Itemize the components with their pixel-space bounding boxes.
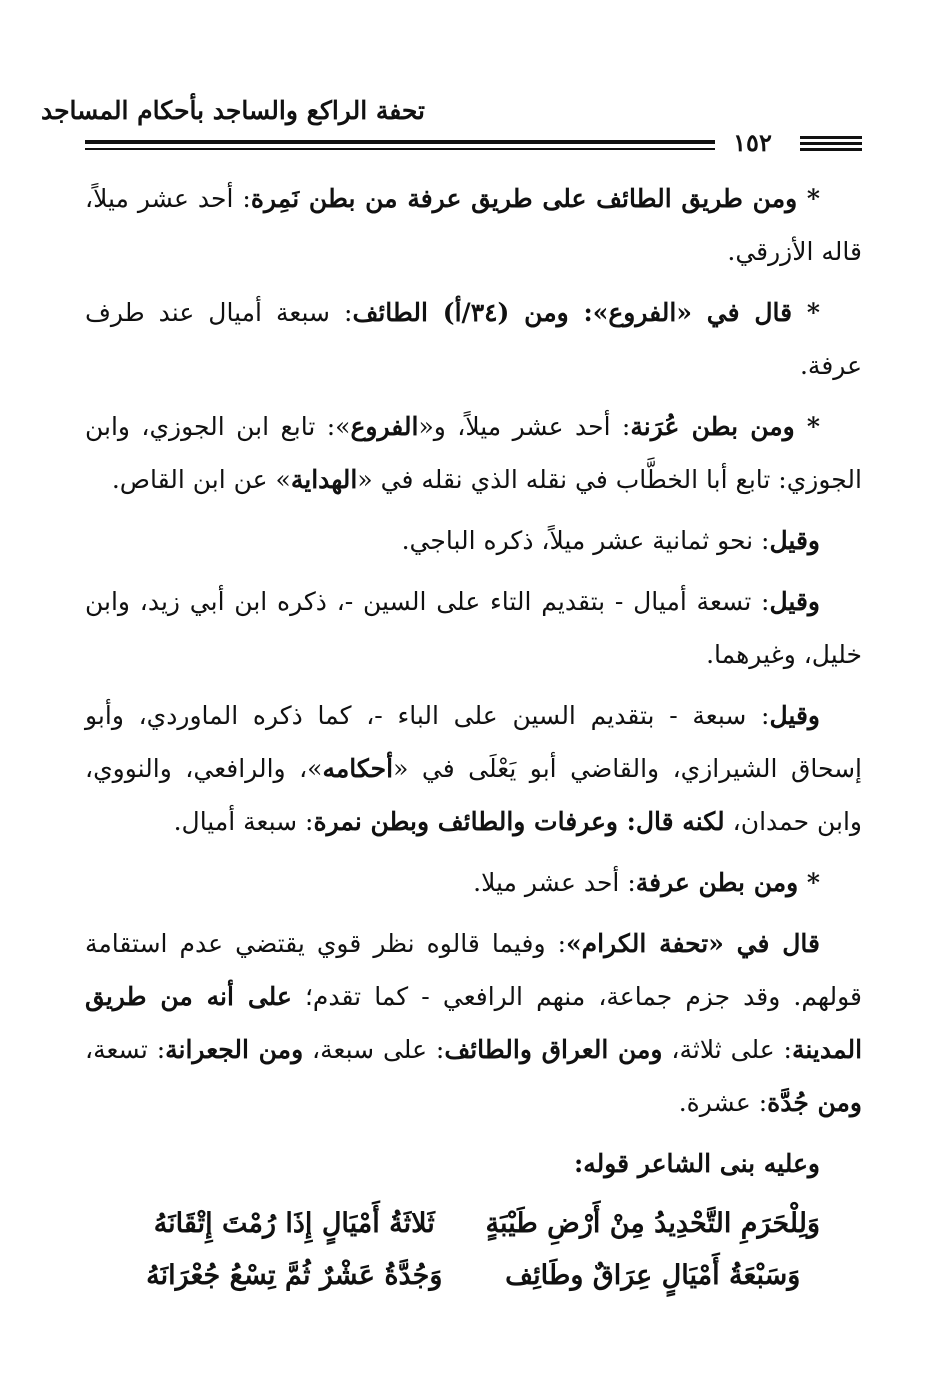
header-rule-right-2 [800,142,862,145]
text-segment: : على ثلاثة، [662,1035,792,1064]
poem-hemistich-second: وَجُدَّةُ عَشْرٌ ثُمَّ تِسْعُ جُعْرَانَهُ [146,1260,443,1291]
bold-text-segment: * قال في «الفروع»: ومن (٣٤/أ) الطائف [352,298,820,327]
bold-text-segment: ومن جُدَّة [767,1088,862,1117]
bold-text-segment: * ومن بطن عُرَنة [630,412,820,441]
text-segment: : نحو ثمانية عشر ميلاً، ذكره الباجي. [401,526,770,555]
text-segment: : على سبعة، [303,1035,445,1064]
bold-text-segment: وقيل [769,526,820,555]
paragraph [85,1137,862,1190]
paragraph [85,514,862,567]
page-number: ١٥٢ [733,128,772,157]
poem-verse [85,1250,862,1302]
header-rule-left-thick [85,140,715,144]
bold-text-segment: لكنه قال: وعرفات والطائف وبطن نمرة [313,807,725,836]
text-segment: : سبعة - بتقديم السين على الباء -، كما ذكره الماوردي، وأبو إسحاق الشيرازي، والقاضي أبو يَعْلَى في « [85,701,862,783]
text-segment: » عن ابن القاص. [111,465,291,494]
text-segment: : وفيما قالوه نظر قوي يقتضي عدم استقامة قولهم. وقد جزم جماعة، منهم الرافعي - كما تقدم؛ [85,929,863,1011]
bold-text-segment: * ومن بطن عرفة [635,868,820,897]
bold-text-segment: وعليه بنى الشاعر قوله: [574,1149,820,1178]
paragraph [85,286,862,392]
bold-text-segment: قال في «تحفة الكرام» [566,929,820,958]
bold-text-segment: ومن الجعرانة [165,1035,304,1064]
text-segment: »، والرافعي، والنووي، وابن حمدان، [85,754,862,836]
bold-text-segment: * ومن طريق الطائف على طريق عرفة من بطن نَمِرة [250,184,820,213]
body-text [85,172,862,1302]
text-segment: : أحد عشر ميلاً، و« [418,412,631,441]
bold-text-segment: الهداية [290,465,358,494]
text-segment: : عشرة. [678,1088,768,1117]
text-segment: : سبعة أميال عند طرف عرفة. [85,298,862,380]
text-segment: : أحد عشر ميلاً، قاله الأزرقي. [85,184,862,266]
text-segment: : تسعة، [85,1035,166,1064]
paragraph [85,400,862,506]
paragraph [85,575,862,681]
text-segment: : أحد عشر ميلا. [473,868,636,897]
bold-text-segment: ومن العراق والطائف [444,1035,663,1064]
bold-text-segment: أحكامه [322,754,394,783]
text-segment: »: تابع ابن الجوزي، وابن الجوزي: تابع أبا الخطَّاب في نقله الذي نقله في « [85,412,862,494]
poem-hemistich-second: ثَلاثَةُ أَمْيَالٍ إِذَا رُمْتَ إِتْقَانَهُ [153,1208,435,1239]
poem-hemistich-first: وَسَبْعَةُ أَمْيَالٍ عِرَاقٌ وطَائِف [505,1260,801,1291]
text-segment: : سبعة أميال. [173,807,314,836]
paragraph [85,689,862,848]
paragraph [85,917,862,1129]
poem [85,1198,862,1302]
bold-text-segment: وقيل [769,587,820,616]
header-rule-left-thin [85,148,715,150]
header-rule-right-3 [800,148,862,151]
text-segment: : تسعة أميال - بتقديم التاء على السين -، ذكره ابن أبي زيد، وابن خليل، وغيرهما. [85,587,862,669]
header-rule-right-1 [800,136,862,139]
poem-hemistich-first: وَلِلْحَرَمِ التَّحْدِيدُ مِنْ أَرْضِ طَيْبَةٍ [485,1208,820,1239]
bold-text-segment: وقيل [769,701,820,730]
bold-text-segment: على أنه من طريق المدينة [85,982,863,1064]
paragraph [85,172,862,278]
paragraph [85,856,862,909]
running-header-title: تحفة الراكع والساجد بأحكام المساجد [40,96,425,125]
bold-text-segment: الفروع [350,412,419,441]
paragraphs-container [85,172,862,1190]
poem-verse [85,1198,862,1250]
